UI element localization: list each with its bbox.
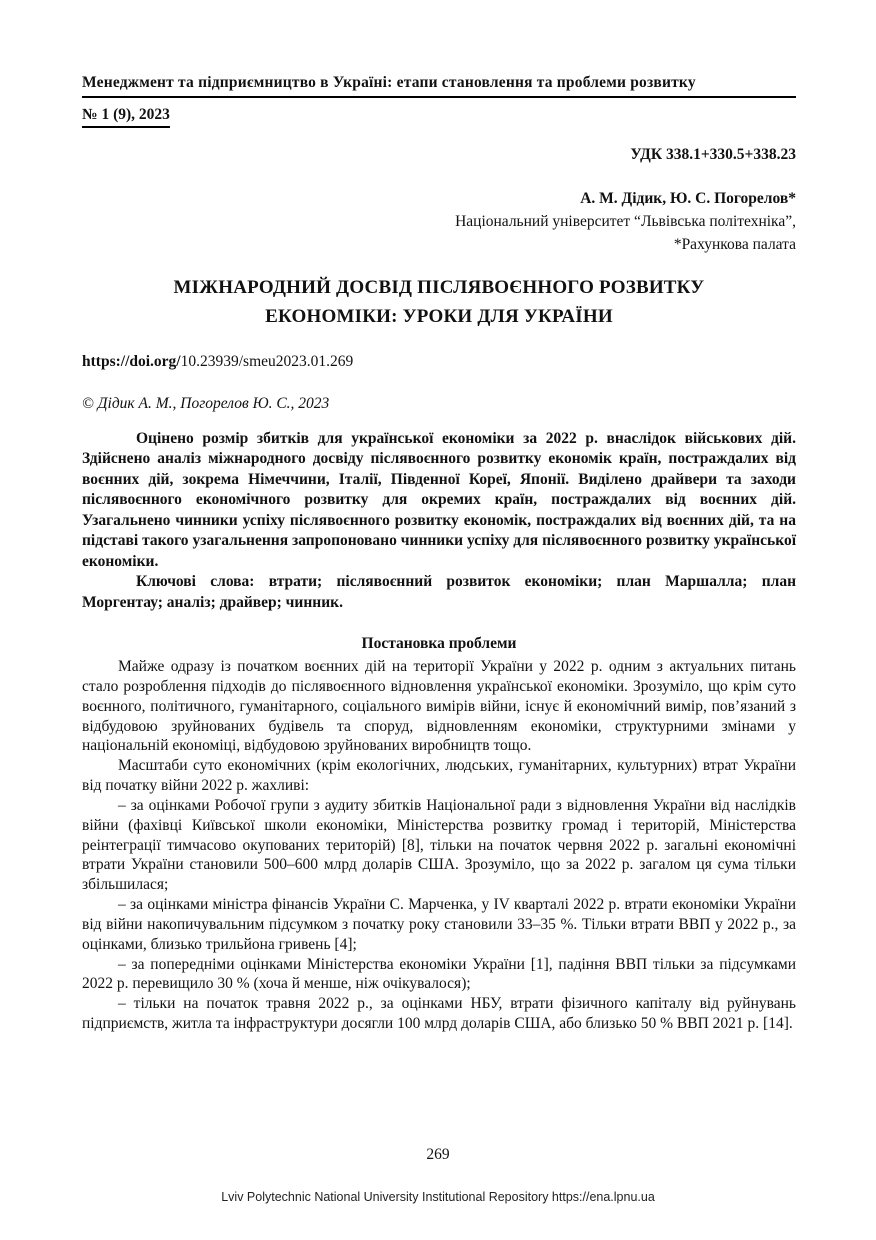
affiliation-university: Національний університет “Львівська політехніка”, — [455, 213, 796, 230]
keywords-line — [82, 572, 796, 613]
body-paragraph-2: Масштаби суто економічних (крім екологічних, людських, гуманітарних, культурних) втрат України від початку війни 2022 р. жахливі: — [82, 757, 796, 795]
doi-prefix: https://doi.org/ — [82, 353, 181, 370]
repository-footer: Lviv Polytechnic National University Institutional Repository https://ena.lpnu.ua — [221, 1190, 655, 1204]
authors-line: А. М. Дідик, Ю. С. Погорелов* — [580, 190, 796, 207]
doi-link[interactable] — [82, 353, 796, 371]
keywords-text: втрати; післявоєнний розвиток економіки; план Маршалла; план Моргентау; аналіз; драйвер; чинник. — [82, 573, 796, 611]
paper-title-line1: МІЖНАРОДНИЙ ДОСВІД ПІСЛЯВОЄННОГО РОЗВИТКУ — [173, 277, 705, 298]
issue-line — [82, 106, 796, 128]
body-paragraph-3: – за оцінками Робочої групи з аудиту збитків Національної ради з відновлення України від наслідків війни (фахівці Київської школи економіки, Міністерства розвитку громад і територій, Міністерства реінтеграції тимчасово окупованих територій) [8], тільки на початок червня 2022 р. загальні економічні втрати України становили 500–600 млрд доларів США. Зрозуміло, що за 2022 р. загалом ця сума тільки збільшилася; — [82, 796, 796, 894]
keywords-label: Ключові слова: — [136, 573, 269, 591]
page-content — [82, 74, 796, 1034]
copyright-line: © Дідик А. М., Погорелов Ю. С., 2023 — [82, 395, 330, 412]
body-paragraph-1: Майже одразу із початком воєнних дій на території України у 2022 р. одним з актуальних питань стало розроблення підходів до післявоєнного відновлення української економіки. Зрозуміло, що крім суто воєнного, політичного, гуманітарного, соціального вимірів війни, існує й економічний вимір, пов’язаний з відбудовою зруйнованих будівель та споруд, відновленням економіки, структурними змінами у національній економіці, відбудовою зруйнованих виробництв тощо. — [82, 658, 796, 755]
doi-path: 10.23939/smeu2023.01.269 — [180, 353, 354, 370]
journal-header: Менеджмент та підприємництво в Україні: етапи становлення та проблеми розвитку — [82, 74, 796, 98]
udc-code: УДК 338.1+330.5+338.23 — [630, 146, 796, 163]
body-paragraph-4: – за оцінками міністра фінансів України С. Марченка, у IV кварталі 2022 р. втрати економіки України від війни накопичувальним підсумком з початку року становили 33–35 %. Тільки втрати ВВП у 2022 р., за оцінками, близько трильйона гривень [4]; — [82, 896, 796, 953]
body-paragraph-5: – за попередніми оцінками Міністерства економіки України [1], падіння ВВП тільки за підсумками 2022 р. перевищило 30 % (хоча й менше, ніж очікувалося); — [82, 955, 796, 993]
section-heading: Постановка проблеми — [361, 635, 517, 653]
paper-title-line2: ЕКОНОМІКИ: УРОКИ ДЛЯ УКРАЇНИ — [265, 305, 613, 327]
issue-number: № 1 (9), 2023 — [82, 106, 170, 128]
abstract-text: Оцінено розмір збитків для української економіки за 2022 р. внаслідок військових дій. Здійснено аналіз міжнародного досвіду післявоєнного розвитку економік країн, постраждалих від воєнних дій, зокрема Німеччини, Італії, Південної Кореї, Японії. Виділено драйвери та заходи післявоєнного економічного розвитку для окремих країн, постраждалих від воєнних дій. Узагальнено чинники успіху післявоєнного розвитку економік, постраждалих від воєнних дій, та на підставі такого узагальнення запропоновано чинники успіху для післявоєнного розвитку української економіки. — [82, 430, 796, 570]
page-number: 269 — [426, 1146, 450, 1163]
affiliation-chamber: *Рахункова палата — [673, 236, 796, 253]
paper-title — [82, 274, 796, 331]
body-paragraph-6: – тільки на початок травня 2022 р., за оцінками НБУ, втрати фізичного капіталу від руйнувань підприємств, житла та інфраструктури досягли 100 млрд доларів США, або близько 50 % ВВП 2021 р. [14]. — [82, 995, 796, 1032]
